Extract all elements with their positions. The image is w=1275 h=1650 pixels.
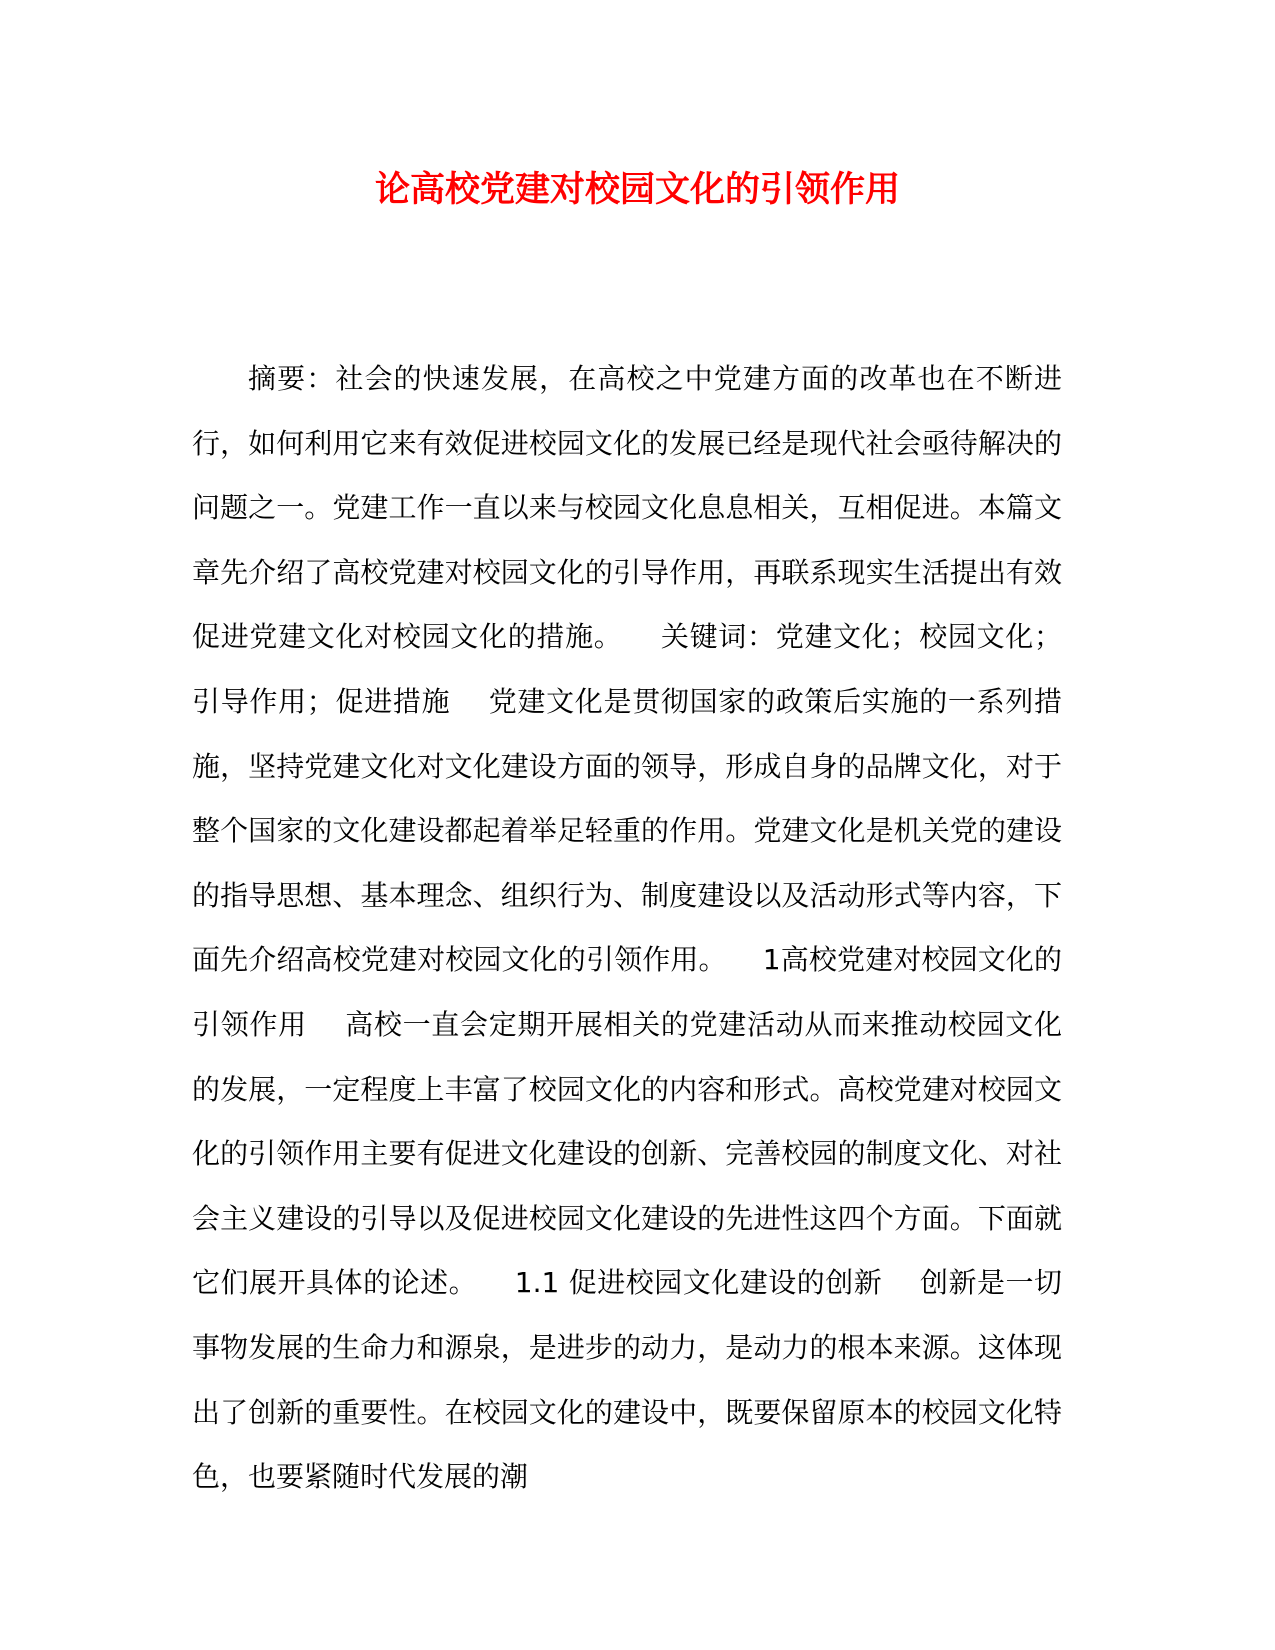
document-title: 论高校党建对校园文化的引领作用 [374, 169, 900, 210]
document-body: 摘要：社会的快速发展，在高校之中党建方面的改革也在不断进行，如何利用它来有效促进校园文化的发展已经是现代社会亟待解决的问题之一。党建工作一直以来与校园文化息息相关，互相促进。本篇文章先介绍了高校党建对校园文化的引导作用，再联系现实生活提出有效促进党建文化对校园文化的措施。 关键词：党建文化；校园文化；引导作用；促进措施 党建文化是贯彻国家的政策后实施的一系列措施，坚持党建文化对文化建设方面的领导，形成自身的品牌文化，对于整个国家的文化建设都起着举足轻重的作用。党建文化是机关党的建设的指导思想、基本理念、组织行为、制度建设以及活动形式等内容，下面先介绍高校党建对校园文化的引领作用。 1高校党建对校园文化的引领作用 高校一直会定期开展相关的党建活动从而来推动校园文化的发展，一定程度上丰富了校园文化的内容和形式。高校党建对校园文化的引领作用主要有促进文化建设的创新、完善校园的制度文化、对社会主义建设的引导以及促进校园文化建设的先进性这四个方面。下面就它们展开具体的论述。 1.1 促进校园文化建设的创新 创新是一切事物发展的生命力和源泉，是进步的动力，是动力的根本来源。这体现出了创新的重要性。在校园文化的建设中，既要保留原本的校园文化特色，也要紧随时代发展的潮 [192, 362, 1062, 1494]
